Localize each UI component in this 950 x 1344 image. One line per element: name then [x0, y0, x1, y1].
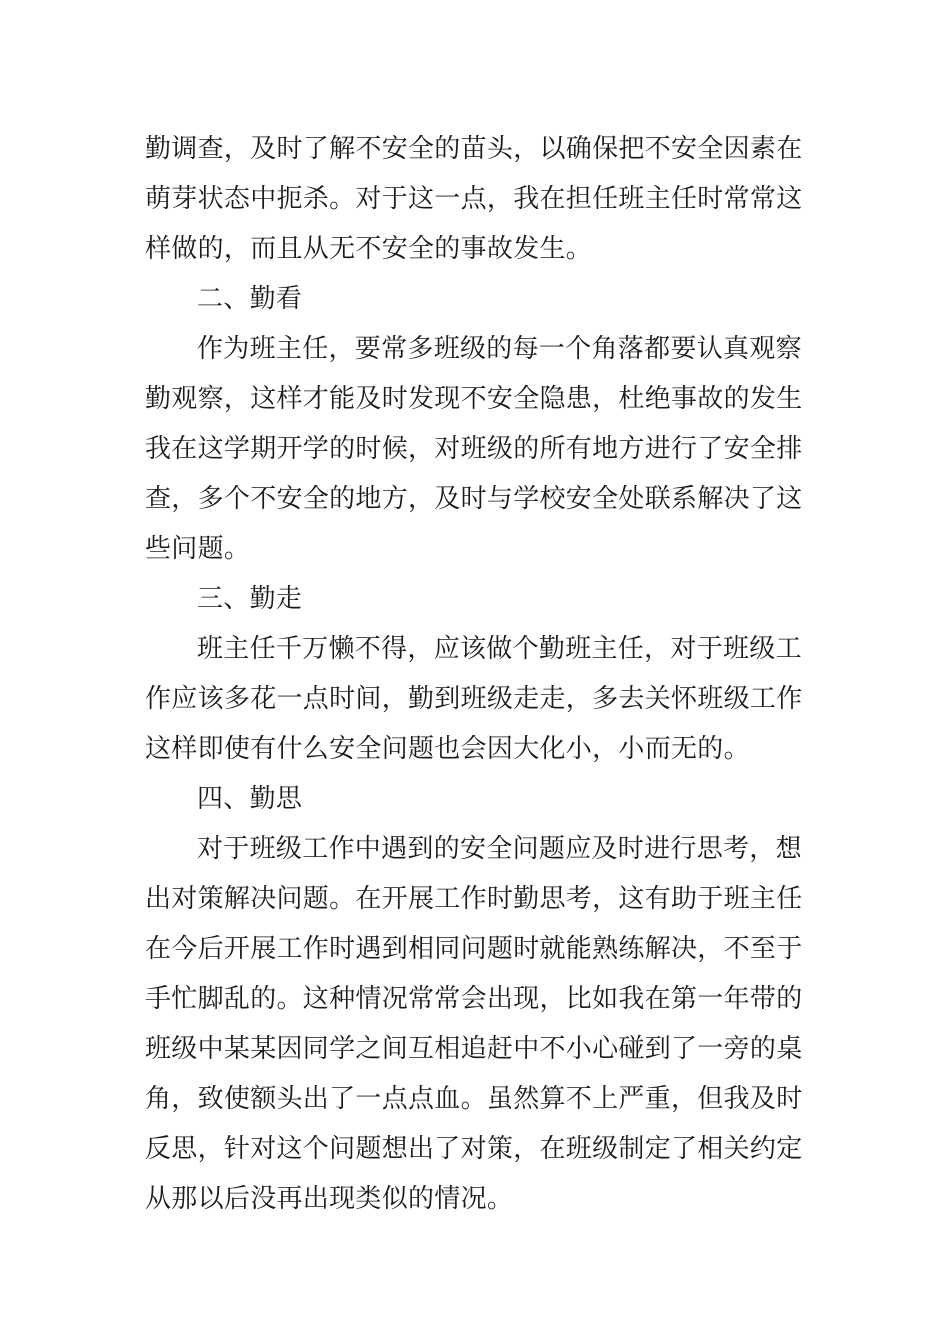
text-line: 我在这学期开学的时候，对班级的所有地方进行了安全排	[145, 434, 803, 464]
document-body	[145, 124, 810, 1224]
text-line: 班级中某某因同学之间互相追赶中不小心碰到了一旁的桌	[145, 1034, 803, 1064]
section-heading: 三、勤走	[197, 584, 303, 614]
text-line: 在今后开展工作时遇到相同问题时就能熟练解决，不至于	[145, 934, 803, 964]
text-line: 班主任千万懒不得，应该做个勤班主任，对于班级工	[197, 634, 802, 664]
text-line: 这样即使有什么安全问题也会因大化小，小而无的。	[145, 734, 750, 764]
text-line: 反思，针对这个问题想出了对策，在班级制定了相关约定	[145, 1134, 803, 1164]
text-line: 样做的，而且从无不安全的事故发生。	[145, 234, 593, 264]
text-line: 些问题。	[145, 534, 251, 564]
text-line: 出对策解决问题。在开展工作时勤思考，这有助于班主任	[145, 884, 803, 914]
section-heading: 二、勤看	[197, 284, 303, 314]
text-line: 萌芽状态中扼杀。对于这一点，我在担任班主任时常常这	[145, 184, 803, 214]
text-line: 从那以后没再出现类似的情况。	[145, 1184, 514, 1214]
text-line: 角，致使额头出了一点点血。虽然算不上严重，但我及时	[145, 1084, 803, 1114]
text-line: 查，多个不安全的地方，及时与学校安全处联系解决了这	[145, 484, 803, 514]
text-line: 作为班主任，要常多班级的每一个角落都要认真观察	[197, 334, 802, 364]
section-heading: 四、勤思	[197, 784, 303, 814]
text-line: 手忙脚乱的。这种情况常常会出现，比如我在第一年带的	[145, 984, 803, 1014]
text-line: 作应该多花一点时间，勤到班级走走，多去关怀班级工作	[145, 684, 803, 714]
text-line: 勤观察，这样才能及时发现不安全隐患，杜绝事故的发生	[145, 384, 803, 414]
text-line: 对于班级工作中遇到的安全问题应及时进行思考，想	[197, 834, 802, 864]
text-line: 勤调查，及时了解不安全的苗头，以确保把不安全因素在	[145, 134, 803, 164]
